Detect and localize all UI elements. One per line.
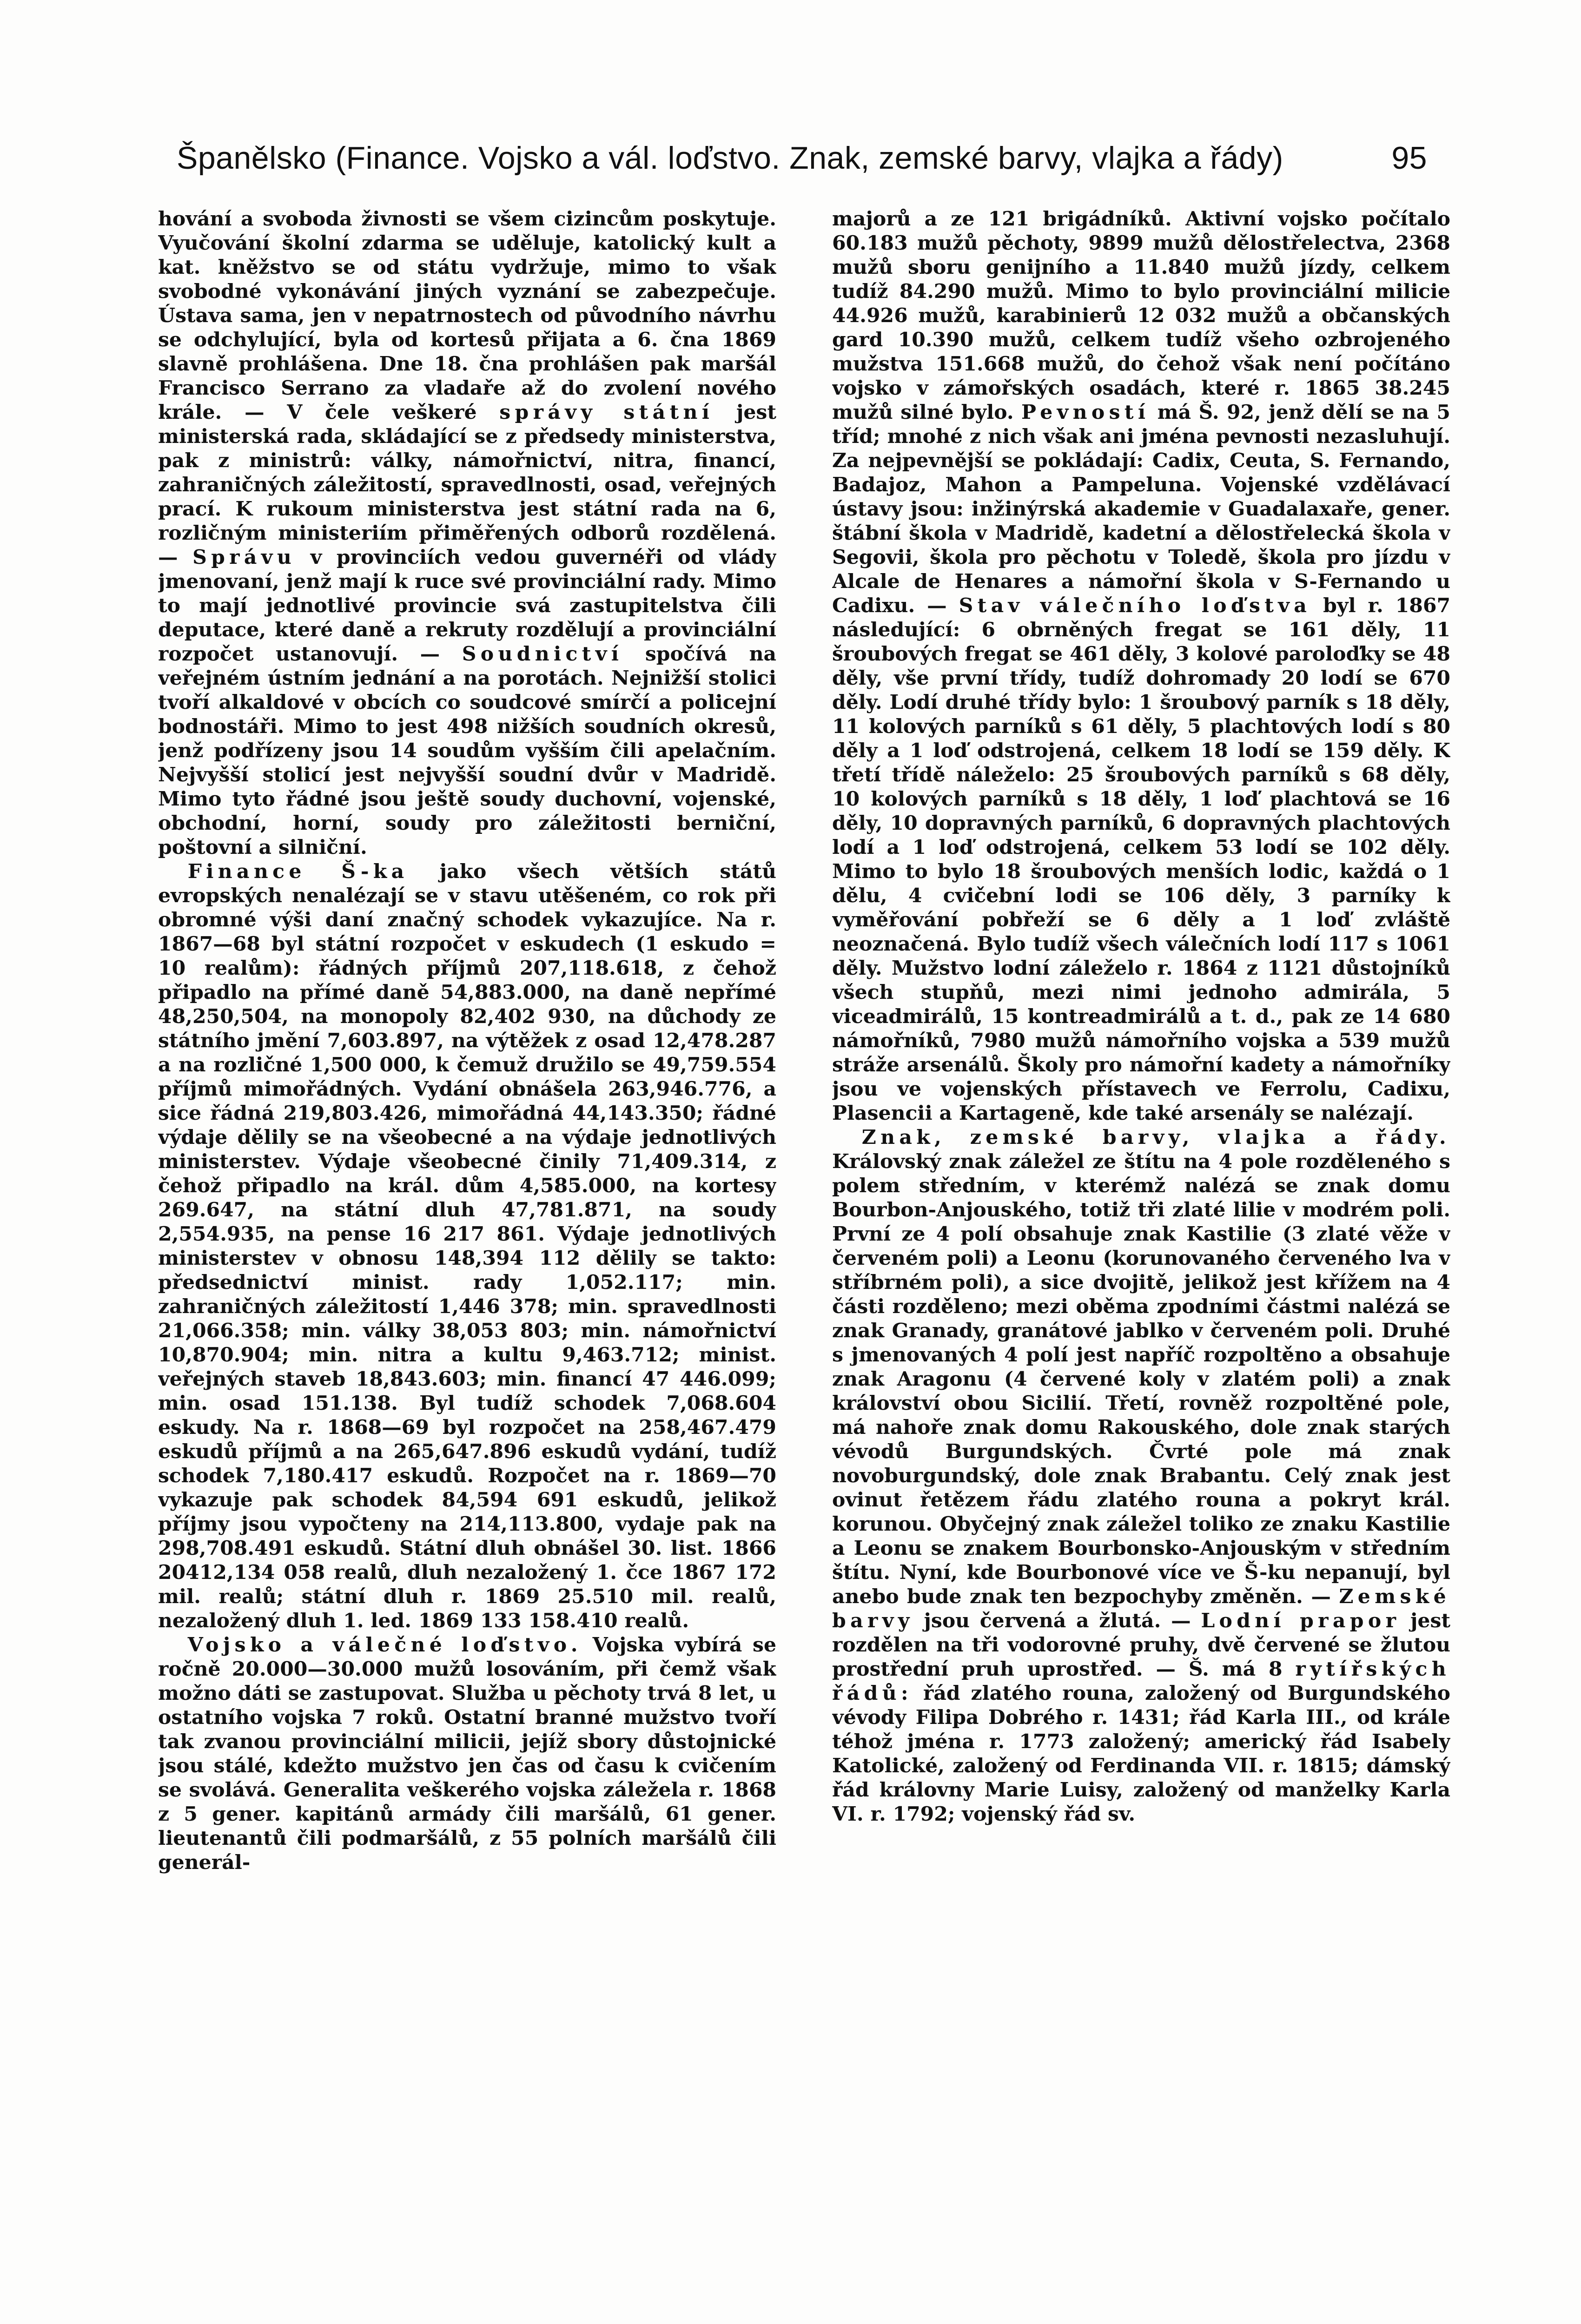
text-run: má Š. 92, jenž dělí se na 5 tříd; mnohé z nich však ani jména pevnosti nezasluhují. Za nejpevnější se pokládají: Cadix, Ceuta, S. Fernando, Badajoz, Mahon a Pampeluna. Vojenské vzdělávací ústavy jsou: inžinýrská akademie v Guadalaxaře, gener. štábní škola v Madridě, kadetní a dělostřelecká škola v Segovii, škola pro pěchotu v Toledě, škola pro jízdu v Alcale de Henares a námořní škola v S-Fernando u Cadixu. — [832,401,1450,617]
text-run: Královský znak záležel ze štítu na 4 pole rozděleného s polem středním, v kterémž nalézá se znak domu Bourbon-Anjouského, totiž tři zlaté lilie v modrém poli. První ze 4 polí obsahuje znak Kastilie (3 zlaté věže v červeném poli) a Leonu (korunovaného červeného lva v stříbrném poli), a sice dvojitě, jelikož jest křížem na 4 části rozděleno; mezi oběma zpodními částmi nalézá se znak Granady, granátové jablko v červeném poli. Druhé s jmenovaných 4 polí jest napříč rozpoltěno a obsahuje znak Aragonu (4 červené koly v zlatém poli) a znak království obou Sicilií. Třetí, rovněž rozpoltěné pole, má nahoře znak domu Rakouského, dole znak starých vévodů Burgundských. Čvrté pole má znak novoburgundský, dole znak Brabantu. Celý znak jest ovinut řetězem řádu zlatého rouna a pokryt král. korunou. Obyčejný znak záležel toliko ze znaku Kastilie a Leonu se znakem Bourbonsko-Anjouským v středním štítu. Nyní, kde Bourbonové více ve Š-ku nepanují, byl anebo bude znak ten bezpochyby změněn. — [832,1150,1450,1608]
text-run: majorů a ze 121 brigádníků. Aktivní vojsko počítalo 60.183 mužů pěchoty, 9899 mužů dělostřelectva, 2368 mužů sboru genijního a 11.840 mužů jízdy, celkem tudíž 84.290 mužů. Mimo to bylo provinciální milicie 44.926 mužů, karabinierů 12 032 mužů a občanských gard 10.390 mužů, celkem tudíž všeho ozbrojeného mužstva 151.668 mužů, do čehož však není počítáno vojsko v zámořských osadách, které r. 1865 38.245 mužů silné bylo. [832,207,1450,424]
paragraph-army [158,1633,776,1875]
spaced-term: Lodní prapor [1201,1609,1401,1632]
paragraph-finance [158,859,776,1633]
spaced-term: Stav válečního loďstva [959,594,1311,617]
page-number: 95 [1391,140,1427,176]
left-column [158,207,776,2298]
text-run: byl r. 1867 následující: 6 obrněných fregat se 161 děly, 11 šroubových fregat se 461 děly, 3 kolové paroloďky se 48 děly, vše první třídy, tudíž dohromady 20 lodí se 670 děly. Lodí druhé třídy bylo: 1 šroubový parník s 18 děly, 11 kolových parníků s 61 děly, 5 plachtových lodí s 80 děly a 1 loď odstrojená, celkem 18 lodí se 159 děly. K třetí třídě náleželo: 25 šroubových parníků s 68 děly, 10 kolových parníků s 18 děly, 1 loď plachtová se 16 děly, 10 dopravných parníků, 6 dopravných plachtových lodí a 1 loď odstrojená, celkem 53 lodí se 102 děly. Mimo to bylo 18 šroubových menších lodic, každá o 1 dělu, 4 cvičební lodi se 106 děly, 3 parníky k vyměřování pobřeží se 6 děly a 1 loď zvláště neoznačená. Bylo tudíž všech válečních lodí 117 s 1061 děly. Mužstvo lodní záleželo r. 1864 z 1121 důstojníků všech stupňů, mezi nimi jednoho admirála, 5 viceadmirálů, 15 kontreadmirálů a t. d., pak ze 14 680 námořníků, 7980 mužů námořního vojska a 539 mužů stráže arsenálů. Školy pro námořní kadety a námořníky jsou ve vojenských přístavech ve Ferrolu, Cadixu, Plasencii a Kartageně, kde také arsenály se nalézají. [832,594,1450,1125]
right-column [832,207,1450,2298]
paragraph-army-continued [832,207,1450,1125]
text-run: jsou červená a žlutá. — [924,1609,1191,1632]
spaced-term: Zemské barvy [832,1585,1450,1632]
text-columns [158,207,1450,2298]
running-title: Španělsko (Finance. Vojsko a vál. loďstvo. Znak, zemské barvy, vlajka a řády) [177,140,1283,176]
text-run: hování a svoboda živnosti se všem cizincům poskytuje. Vyučování školní zdarma se uděluje, katolický kult a kat. kněžstvo se od státu vydržuje, mimo to však svobodné vykonávání jiných vyznání se zabezpečuje. Ústava sama, jen v nepatrnostech od původního návrhu se odchylující, byla od kortesů přijata a 6. čna 1869 slavně prohlášena. Dne 18. čna prohlášen pak maršál Francisco Serrano za vladaře až do zvolení nového krále. — V čele veškeré [158,207,776,424]
section-heading: Znak, zemské barvy, vlajka a řády. [861,1126,1450,1149]
spaced-term: správy státní [499,401,714,424]
section-heading: Vojsko a válečné loďstvo. [187,1633,582,1657]
page-header [177,132,1427,184]
spaced-term: Správu [192,546,296,569]
text-run: jest rozdělen na tři vodorovné pruhy, dvě červené se žlutou prostřední pruh uprostřed. — Š. má 8 [832,1609,1450,1681]
text-run: jest ministerská rada, skládající se z předsedy ministerstva, pak z ministrů: války, námořnictví, nitra, financí, zahraničných záležitostí, spravedlnosti, osad, veřejných prací. K rukoum ministerstva jest státní rada na 6, rozličným ministeriím přiměřených odborů rozdělená. — [158,401,776,569]
section-heading: Finance Š-ka [187,860,409,883]
spaced-term: rytířských řádů: [832,1657,1450,1705]
spaced-term: Pevností [1021,401,1150,424]
paragraph-administration [158,207,776,859]
text-run: řád zlatého rouna, založený od Burgundského vévody Filipa Dobrého r. 1431; řád Karla III., od krále téhož jména r. 1773 založený; americký řád Isabely Katolické, založený od Ferdinanda VII. r. 1815; dámský řád královny Marie Luisy, založený od manželky Karla VI. r. 1792; vojenský řád sv. [832,1682,1450,1826]
text-run: spočívá na veřejném ústním jednání a na porotách. Nejnižší stolici tvoří alkaldové v obcích co soudcové smírčí a policejní bodnostáři. Mimo to jest 498 nižších soudních okresů, jenž podřízeny jsou 14 soudům vyšším čili apelačním. Nejvyšší stolicí jest nejvyšší soudní dvůr v Madridě. Mimo tyto řádné jsou ještě soudy duchovní, vojenské, obchodní, horní, soudy pro záležitosti berniční, poštovní a silniční. [158,642,776,859]
spaced-term: Soudnictví [462,642,623,666]
paragraph-coat-of-arms [832,1125,1450,1826]
text-run: v provinciích vedou guvernéři od vlády jmenovaní, jenž mají k ruce své provinciální rady. Mimo to mají jednotlivé provincie svá zastupitelstva čili deputace, které daně a rekruty rozdělují a provinciální rozpočet ustanovují. — [158,546,776,666]
text-run: Vojska vybírá se ročně 20.000—30.000 mužů losováním, při čemž však možno dáti se zastupovat. Služba u pěchoty trvá 8 let, u ostatního vojska 7 roků. Ostatní branné mužstvo tvoří tak zvanou provinciální milicii, jejíž sbory důstojnické jsou stálé, kdežto mužstvo jen čas od času k cvičením se svolává. Generalita veškerého vojska záležela r. 1868 z 5 gener. kapitánů armády čili maršálů, 61 gener. lieutenantů čili podmaršálů, z 55 polních maršálů čili generál- [158,1633,776,1874]
text-run: jako všech větších států evropských nenalézají se v stavu utěšeném, co rok při obromné výši daní značný schodek vykazujíce. Na r. 1867—68 byl státní rozpočet v eskudech (1 eskudo = 10 realům): řádných příjmů 207,118.618, z čehož připadlo na přímé daně 54,883.000, na daně nepřímé 48,250,504, na monopoly 82,402 930, na důchody ze státního jmění 7,603.897, na výtěžek z osad 12,478.287 a na rozličné 1,500 000, k čemuž družilo se 49,759.554 příjmů mimořádných. Vydání obnášela 263,946.776, a sice řádná 219,803.426, mimořádná 44,143.350; řádné výdaje dělily se na všeobecné a na výdaje jednotlivých ministerstev. Výdaje všeobecné činily 71,409.314, z čehož připadlo na král. dům 4,585.000, na kortesy 269.647, na státní dluh 47,781.871, na soudy 2,554.935, na pense 16 217 861. Výdaje jednotlivých ministerstev v obnosu 148,394 112 dělily se takto: předsednictví minist. rady 1,052.117; min. zahraničných záležitostí 1,446 378; min. spravedlnosti 21,066.358; min. války 38,053 803; min. námořnictví 10,870.904; min. nitra a kultu 9,463.712; minist. veřejných staveb 18,843.603; min. financí 47 446.099; min. osad 151.138. Byl tudíž schodek 7,068.604 eskudy. Na r. 1868—69 byl rozpočet na 258,467.479 eskudů příjmů a na 265,647.896 eskudů vydání, tudíž schodek 7,180.417 eskudů. Rozpočet na r. 1869—70 vykazuje pak schodek 84,594 691 eskudů, jelikož příjmy jsou vypočteny na 214,113.800, vydaje pak na 298,708.491 eskudů. Státní dluh obnášel 30. list. 1866 20412,134 058 realů, dluh nezaložený 1. čce 1867 172 mil. realů; státní dluh r. 1869 25.510 mil. realů, nezaložený dluh 1. led. 1869 133 158.410 realů. [158,860,776,1632]
